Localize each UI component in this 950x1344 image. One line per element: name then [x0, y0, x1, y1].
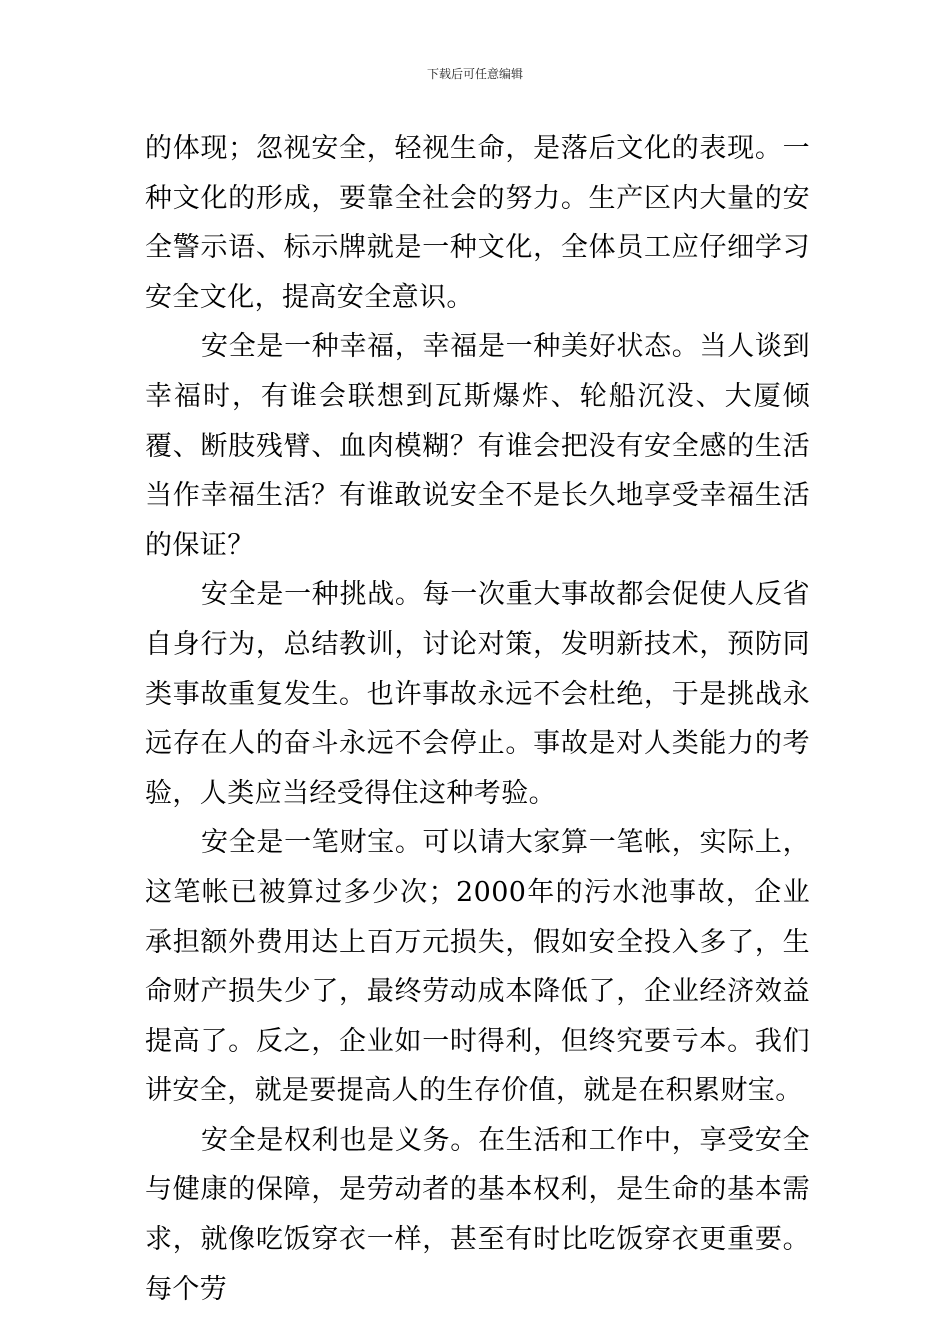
paragraph: 的体现；忽视安全，轻视生命，是落后文化的表现。一种文化的形成，要靠全社会的努力。生产区内大量的安全警示语、标示牌就是一种文化，全体员工应仔细学习安全文化，提高安全意识。: [145, 133, 810, 313]
paragraph: 安全是一笔财宝。可以请大家算一笔帐，实际上，这笔帐已被算过多少次；2000年的污水池事故，企业承担额外费用达上百万元损失，假如安全投入多了，生命财产损失少了，最终劳动成本降低了，企业经济效益提高了。反之，企业如一时得利，但终究要亏本。我们讲安全，就是要提高人的生存价值，就是在积累财宝。: [145, 827, 810, 1107]
paragraph: 安全是一种幸福，幸福是一种美好状态。当人谈到幸福时，有谁会联想到瓦斯爆炸、轮船沉没、大厦倾覆、断肢残臂、血肉模糊？有谁会把没有安全感的生活当作幸福生活？有谁敢说安全不是长久地享受幸福生活的保证？: [145, 331, 810, 561]
paragraph: 安全是权利也是义务。在生活和工作中，享受安全与健康的保障，是劳动者的基本权利，是生命的基本需求，就像吃饭穿衣一样，甚至有时比吃饭穿衣更重要。每个劳: [145, 1124, 810, 1305]
page-header: 下载后可任意编辑: [426, 67, 523, 81]
paragraph: 安全是一种挑战。每一次重大事故都会促使人反省自身行为，总结教训，讨论对策，发明新技术，预防同类事故重复发生。也许事故永远不会杜绝，于是挑战永远存在人的奋斗永远不会停止。事故是对人类能力的考验，人类应当经受得住这种考验。: [145, 579, 810, 809]
document-body: [145, 124, 810, 1314]
